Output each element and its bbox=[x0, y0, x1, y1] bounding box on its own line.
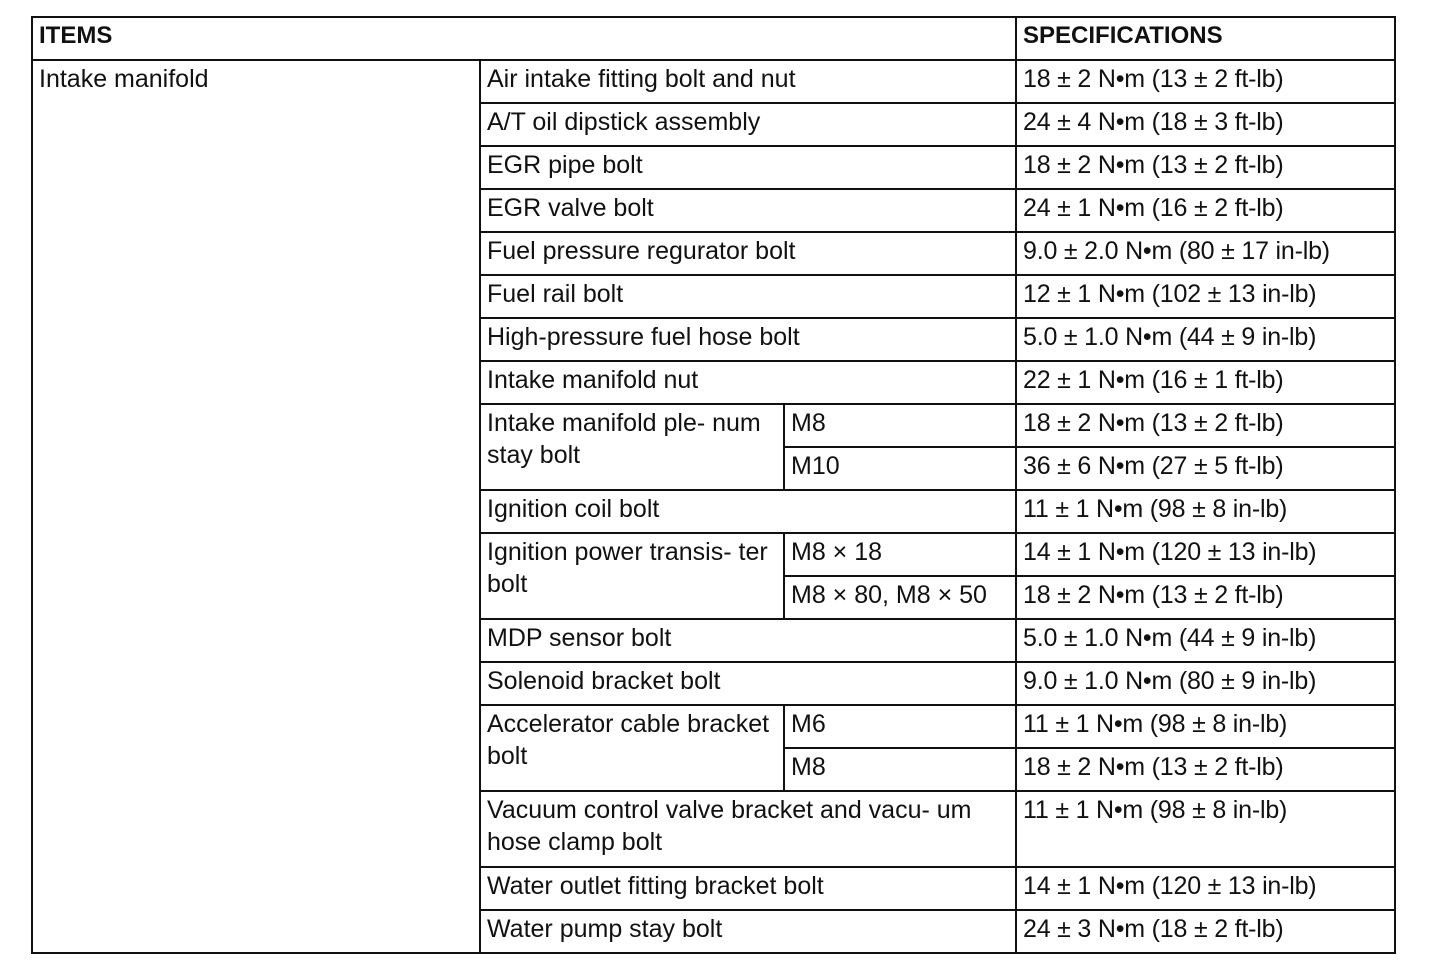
spec-cell: 14 ± 1 N•m (120 ± 13 in-lb) bbox=[1016, 533, 1395, 576]
spec-cell: 11 ± 1 N•m (98 ± 8 in-lb) bbox=[1016, 490, 1395, 533]
item-cell: A/T oil dipstick assembly bbox=[480, 103, 1016, 146]
spec-cell: 18 ± 2 N•m (13 ± 2 ft-lb) bbox=[1016, 146, 1395, 189]
spec-cell: 18 ± 2 N•m (13 ± 2 ft-lb) bbox=[1016, 404, 1395, 447]
spec-cell: 12 ± 1 N•m (102 ± 13 in-lb) bbox=[1016, 275, 1395, 318]
spec-cell: 5.0 ± 1.0 N•m (44 ± 9 in-lb) bbox=[1016, 318, 1395, 361]
item-cell: EGR pipe bolt bbox=[480, 146, 1016, 189]
specifications-header: SPECIFICATIONS bbox=[1016, 17, 1395, 60]
item-cell: Accelerator cable bracket bolt bbox=[480, 705, 784, 791]
item-cell: Ignition power transis- ter bolt bbox=[480, 533, 784, 619]
size-cell: M8 bbox=[784, 404, 1016, 447]
size-cell: M8 × 18 bbox=[784, 533, 1016, 576]
item-cell: Air intake fitting bolt and nut bbox=[480, 60, 1016, 103]
spec-cell: 22 ± 1 N•m (16 ± 1 ft-lb) bbox=[1016, 361, 1395, 404]
item-cell: Intake manifold nut bbox=[480, 361, 1016, 404]
header-row bbox=[32, 17, 1395, 60]
spec-cell: 11 ± 1 N•m (98 ± 8 in-lb) bbox=[1016, 791, 1395, 867]
size-cell: M6 bbox=[784, 705, 1016, 748]
table-row bbox=[32, 60, 1395, 103]
spec-cell: 36 ± 6 N•m (27 ± 5 ft-lb) bbox=[1016, 447, 1395, 490]
item-cell: Water pump stay bolt bbox=[480, 910, 1016, 953]
spec-cell: 9.0 ± 1.0 N•m (80 ± 9 in-lb) bbox=[1016, 662, 1395, 705]
items-header: ITEMS bbox=[32, 17, 1016, 60]
spec-cell: 14 ± 1 N•m (120 ± 13 in-lb) bbox=[1016, 867, 1395, 910]
spec-cell: 9.0 ± 2.0 N•m (80 ± 17 in-lb) bbox=[1016, 232, 1395, 275]
item-cell: High-pressure fuel hose bolt bbox=[480, 318, 1016, 361]
item-cell: EGR valve bolt bbox=[480, 189, 1016, 232]
spec-cell: 24 ± 3 N•m (18 ± 2 ft-lb) bbox=[1016, 910, 1395, 953]
size-cell: M8 bbox=[784, 748, 1016, 791]
item-cell: Vacuum control valve bracket and vacu- um hose clamp bolt bbox=[480, 791, 1016, 867]
spec-cell: 24 ± 4 N•m (18 ± 3 ft-lb) bbox=[1016, 103, 1395, 146]
item-cell: Solenoid bracket bolt bbox=[480, 662, 1016, 705]
spec-cell: 11 ± 1 N•m (98 ± 8 in-lb) bbox=[1016, 705, 1395, 748]
spec-cell: 24 ± 1 N•m (16 ± 2 ft-lb) bbox=[1016, 189, 1395, 232]
spec-cell: 18 ± 2 N•m (13 ± 2 ft-lb) bbox=[1016, 748, 1395, 791]
size-cell: M8 × 80, M8 × 50 bbox=[784, 576, 1016, 619]
item-cell: MDP sensor bolt bbox=[480, 619, 1016, 662]
item-cell: Water outlet fitting bracket bolt bbox=[480, 867, 1016, 910]
spec-cell: 18 ± 2 N•m (13 ± 2 ft-lb) bbox=[1016, 576, 1395, 619]
item-cell: Intake manifold ple- num stay bolt bbox=[480, 404, 784, 490]
size-cell: M10 bbox=[784, 447, 1016, 490]
item-cell: Ignition coil bolt bbox=[480, 490, 1016, 533]
item-cell: Fuel rail bolt bbox=[480, 275, 1016, 318]
torque-spec-table bbox=[31, 16, 1396, 954]
spec-cell: 5.0 ± 1.0 N•m (44 ± 9 in-lb) bbox=[1016, 619, 1395, 662]
spec-cell: 18 ± 2 N•m (13 ± 2 ft-lb) bbox=[1016, 60, 1395, 103]
item-cell: Fuel pressure regurator bolt bbox=[480, 232, 1016, 275]
group-cell: Intake manifold bbox=[32, 60, 480, 953]
